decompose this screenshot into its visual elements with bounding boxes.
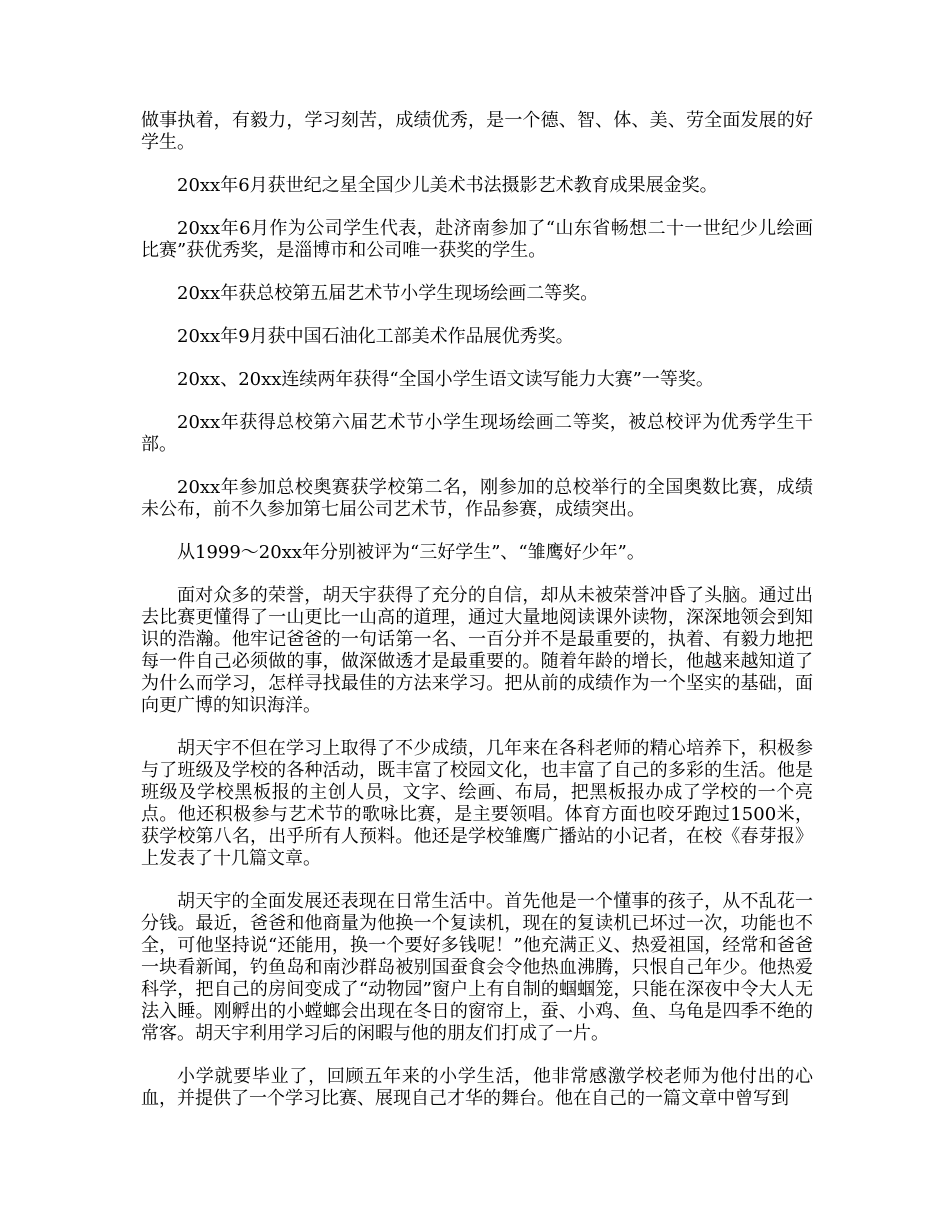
paragraph-12: 胡天宇的全面发展还表现在日常生活中。首先他是一个懂事的孩子，从不乱花一分钱。最近，爸爸和他商量为他换一个复读机，现在的复读机已坏过一次，功能也不全，可他坚持说“还能用，换一个要好多钱呢！”他充满正义、热爱祖国，经常和爸爸一块看新闻，钓鱼岛和南沙群岛被别国蚕食会令他热血沸腾，只恨自己年少。他热爱科学，把自己的房间变成了“动物园”窗户上有自制的蝈蝈笼，只能在深夜中令大人无法入睡。刚孵出的小螳螂会出现在冬日的窗帘上，蚕、小鸡、鱼、乌龟是四季不绝的常客。胡天宇利用学习后的闲暇与他的朋友们打成了一片。 <box>141 891 813 1044</box>
paragraph-11: 胡天宇不但在学习上取得了不少成绩，几年来在各科老师的精心培养下，积极参与了班级及学校的各种活动，既丰富了校园文化，也丰富了自己的多彩的生活。他是班级及学校黑板报的主创人员，文字、绘画、布局，把黑板报办成了学校的一个亮点。他还积极参与艺术节的歌咏比赛，是主要领唱。体育方面也咬牙跑过1500米，获学校第八名，出乎所有人预料。他还是学校雏鹰广播站的小记者，在校《春芽报》上发表了十几篇文章。 <box>141 738 813 869</box>
paragraph-2: 20xx年6月获世纪之星全国少儿美术书法摄影艺术教育成果展金奖。 <box>177 175 718 196</box>
paragraph-3: 20xx年6月作为公司学生代表，赴济南参加了“山东省畅想二十一世纪少儿绘画比赛”获优秀奖，是淄博市和公司唯一获奖的学生。 <box>141 218 813 261</box>
paragraph-5: 20xx年9月获中国石油化工部美术作品展优秀奖。 <box>177 326 574 347</box>
paragraph-8: 20xx年参加总校奥赛获学校第二名，刚参加的总校举行的全国奥数比赛，成绩未公布，前不久参加第七届公司艺术节，作品参赛，成绩突出。 <box>141 477 813 520</box>
document-body <box>141 110 813 1131</box>
paragraph-6: 20xx、20xx连续两年获得“全国小学生语文读写能力大赛”一等奖。 <box>177 369 714 390</box>
paragraph-10: 面对众多的荣誉，胡天宇获得了充分的自信，却从未被荣誉冲昏了头脑。通过出去比赛更懂得了一山更比一山高的道理，通过大量地阅读课外读物，深深地领会到知识的浩瀚。他牢记爸爸的一句话第一名、一百分并不是最重要的，执着、有毅力地把每一件自己必须做的事，做深做透才是最重要的。随着年龄的增长，他越来越知道了为什么而学习，怎样寻找最佳的方法来学习。把从前的成绩作为一个坚实的基础，面向更广博的知识海洋。 <box>141 585 813 716</box>
paragraph-7: 20xx年获得总校第六届艺术节小学生现场绘画二等奖，被总校评为优秀学生干部。 <box>141 412 813 455</box>
paragraph-13: 小学就要毕业了，回顾五年来的小学生活，他非常感激学校老师为他付出的心血，并提供了一个学习比赛、展现自己才华的舞台。他在自己的一篇文章中曾写到 <box>141 1066 813 1109</box>
paragraph-9: 从1999～20xx年分别被评为“三好学生”、“雏鹰好少年”。 <box>177 542 645 563</box>
paragraph-4: 20xx年获总校第五届艺术节小学生现场绘画二等奖。 <box>177 283 599 304</box>
paragraph-1: 做事执着，有毅力，学习刻苦，成绩优秀，是一个德、智、体、美、劳全面发展的好学生。 <box>141 110 813 153</box>
